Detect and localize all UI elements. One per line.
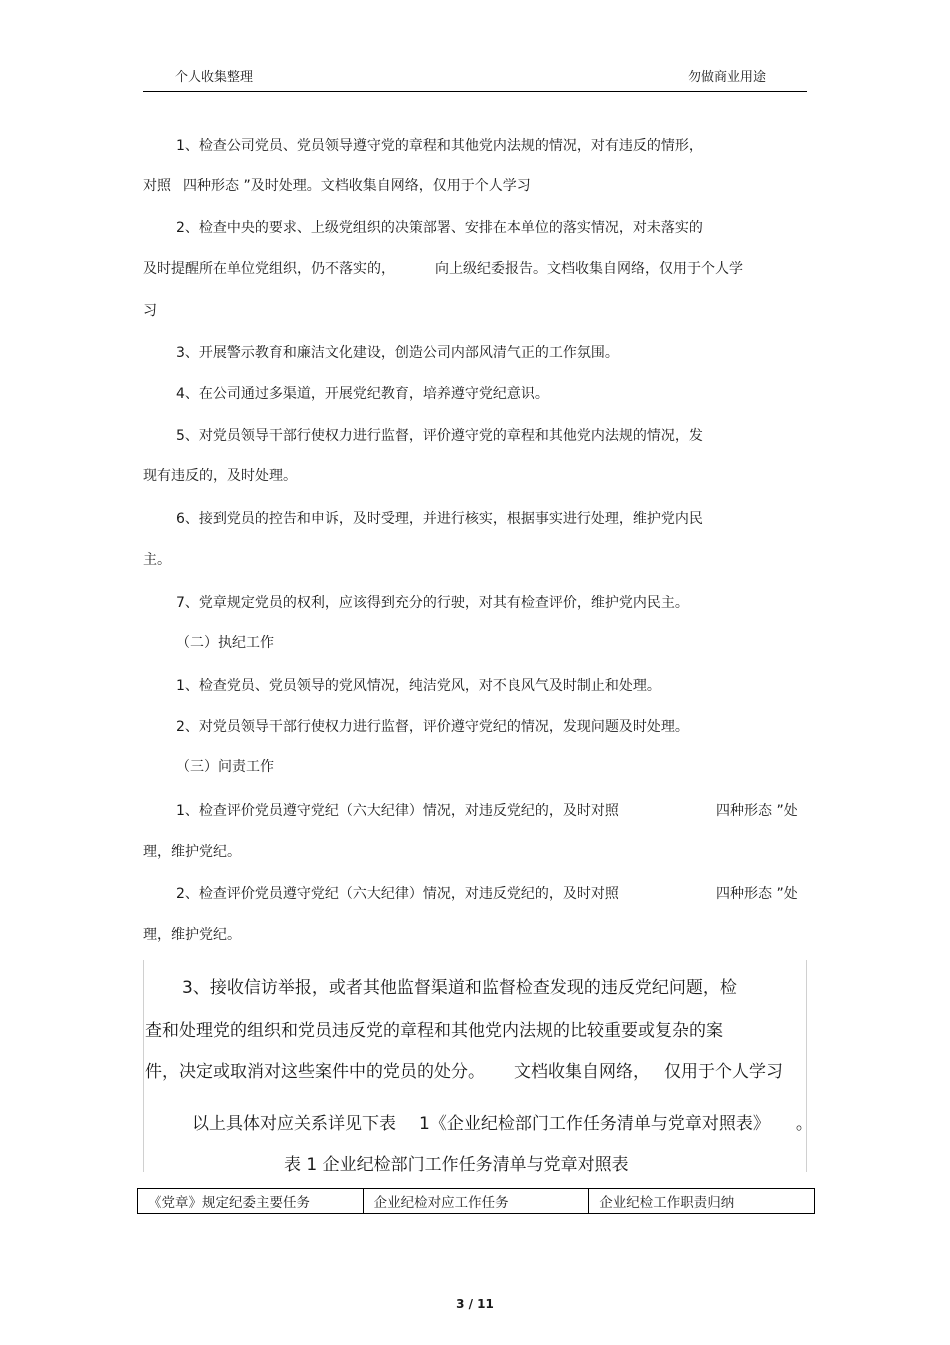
header-rule [143,91,807,92]
section-2-item-2: 2、对党员领导干部行使权力进行监督，评价遵守党纪的情况，发现问题及时处理。 [176,719,689,735]
section-3-item-2-line-1a: 2、检查评价党员遵守党纪（六大纪律）情况，对违反党纪的，及时对照 [176,886,619,902]
section-2-heading: （二）执纪工作 [176,635,274,651]
table-reference [192,1113,813,1135]
para-5-line-1: 5、对党员领导干部行使权力进行监督，评价遵守党的章程和其他党内法规的情况，发 [176,428,703,444]
task-comparison-table [137,1188,815,1214]
header-left: 个人收集整理 [175,70,254,85]
frame-right-line [806,960,807,1172]
para-6-line-2: 主。 [143,552,171,568]
section-2-item-1: 1、检查党员、党员领导的党风情况，纯洁党风，对不良风气及时制止和处理。 [176,678,661,694]
para-6-line-1: 6、接到党员的控告和申诉，及时受理，并进行核实，根据事实进行处理，维护党内民 [176,511,703,527]
table-header-cell: 《党章》规定纪委主要任务 [138,1189,364,1214]
para-1-line-2-b: 四种形态 ”及时处理。文档收集自网络，仅用于个人学习 [183,178,531,194]
frame-left-line [143,960,144,1172]
table-header-cell: 企业纪检对应工作任务 [363,1189,589,1214]
table-reference-c: 。 [795,1114,813,1134]
section-3-item-3-line-3-a: 件，决定或取消对这些案件中的党员的处分。 [145,1062,485,1082]
section-3-item-3-line-3-c: 仅用于个人学习 [664,1062,783,1082]
section-3-item-2-line-2: 理，维护党纪。 [143,927,241,943]
para-2-line-2 [143,260,743,278]
para-2-line-2-b: 向上级纪委报告。文档收集自网络，仅用于个人学 [435,261,743,277]
para-2-line-2-a: 及时提醒所在单位党组织，仍不落实的， [143,261,395,277]
table-reference-b: 1《企业纪检部门工作任务清单与党章对照表》 [419,1114,770,1134]
section-3-heading: （三）问责工作 [176,759,274,775]
section-3-item-1-line-1b: 四种形态 ”处 [716,803,798,819]
para-7: 7、党章规定党员的权利，应该得到充分的行驶，对其有检查评价，维护党内民主。 [176,595,689,611]
section-3-item-3-line-3 [145,1061,783,1083]
header-right: 勿做商业用途 [688,70,767,85]
para-1-line-2-a: 对照 [143,178,171,194]
para-2-line-1: 2、检查中央的要求、上级党组织的决策部署、安排在本单位的落实情况，对未落实的 [176,220,703,236]
para-2-line-3: 习 [143,303,157,319]
table-reference-a: 以上具体对应关系详见下表 [192,1114,396,1134]
para-1-line-2 [143,177,531,195]
section-3-item-1-line-1a: 1、检查评价党员遵守党纪（六大纪律）情况，对违反党纪的，及时对照 [176,803,619,819]
para-5-line-2: 现有违反的，及时处理。 [143,468,297,484]
table-header-row [138,1189,815,1214]
para-4: 4、在公司通过多渠道，开展党纪教育，培养遵守党纪意识。 [176,386,549,402]
para-3: 3、开展警示教育和廉洁文化建设，创造公司内部风清气正的工作氛围。 [176,345,619,361]
table-caption: 表 1 企业纪检部门工作任务清单与党章对照表 [284,1155,629,1175]
table-header-cell: 企业纪检工作职责归纳 [589,1189,815,1214]
page-number: 3 / 11 [456,1297,494,1311]
section-3-item-3-line-3-b: 文档收集自网络， [514,1062,650,1082]
para-1-line-1: 1、检查公司党员、党员领导遵守党的章程和其他党内法规的情况，对有违反的情形， [176,138,703,154]
section-3-item-2-line-1b: 四种形态 ”处 [716,886,798,902]
section-3-item-3-line-1: 3、接收信访举报，或者其他监督渠道和监督检查发现的违反党纪问题，检 [182,978,737,998]
section-3-item-3-line-2: 查和处理党的组织和党员违反党的章程和其他党内法规的比较重要或复杂的案 [145,1021,723,1041]
section-3-item-1-line-2: 理，维护党纪。 [143,844,241,860]
